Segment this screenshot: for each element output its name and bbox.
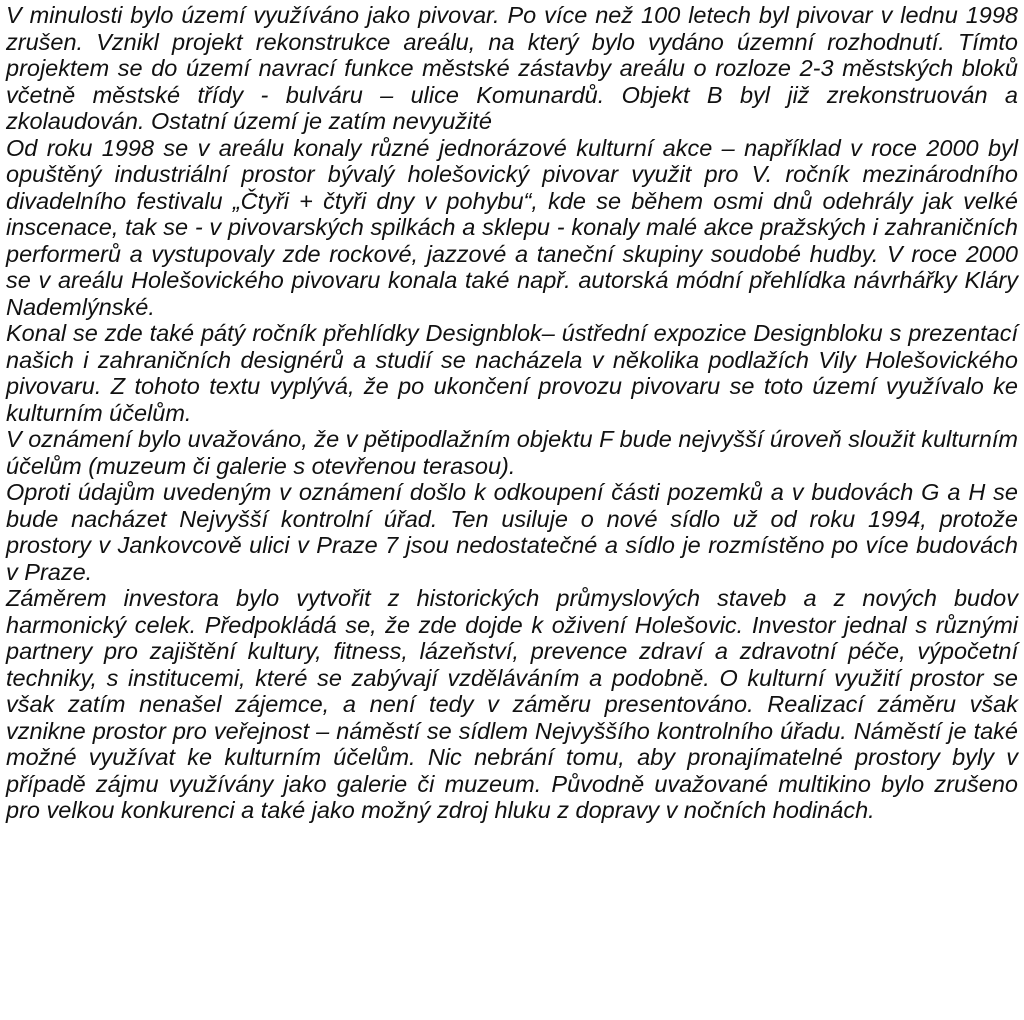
document-page — [6, 2, 1018, 1018]
paragraph-object-f: V oznámení bylo uvažováno, že v pětipodlažním objektu F bude nejvyšší úroveň sloužit kulturním účelům (muzeum či galerie s otevřenou terasou). — [6, 426, 1018, 479]
paragraph-audit-office: Oproti údajům uvedeným v oznámení došlo k odkoupení části pozemků a v budovách G a H se bude nacházet Nejvyšší kontrolní úřad. Ten usiluje o nové sídlo už od roku 1994, protože prostory v Jankovcově ulici v Praze 7 jsou nedostatečné a sídlo je rozmístěno po více budovách v Praze. — [6, 479, 1018, 585]
paragraph-investor-intent: Záměrem investora bylo vytvořit z historických průmyslových staveb a z nových budov harmonický celek. Předpokládá se, že zde dojde k oživení Holešovic. Investor jednal s různými partnery pro zajištění kultury, fitness, lázeňství, prevence zdraví a zdravotní péče, výpočetní techniky, s institucemi, které se zabývají vzděláváním a podobně. O kulturní využití prostor se však zatím nenašel zájemce, a není tedy v záměru presentováno. Realizací záměru však vznikne prostor pro veřejnost – náměstí se sídlem Nejvyššího kontrolního úřadu. Náměstí je také možné využívat ke kulturním účelům. Nic nebrání tomu, aby pronajímatelné prostory byly v případě zájmu využívány jako galerie či muzeum. Původně uvažované multikino bylo zrušeno pro velkou konkurenci a také jako možný zdroj hluku z dopravy v nočních hodinách. — [6, 585, 1018, 823]
paragraph-brewery-history: V minulosti bylo území využíváno jako pivovar. Po více než 100 letech byl pivovar v lednu 1998 zrušen. Vznikl projekt rekonstrukce areálu, na který bylo vydáno územní rozhodnutí. Tímto projektem se do území navrací funkce městské zástavby areálu o rozloze 2-3 městských bloků včetně městské třídy - bulváru – ulice Komunardů. Objekt B byl již zrekonstruován a zkolaudován. Ostatní území je zatím nevyužité — [6, 2, 1018, 134]
paragraph-designblok: Konal se zde také pátý ročník přehlídky Designblok– ústřední expozice Designbloku s prezentací našich i zahraničních designérů a studií se nacházela v několika podlažích Vily Holešovického pivovaru. Z tohoto textu vyplývá, že po ukončení provozu pivovaru se toto území využívalo ke kulturním účelům. — [6, 320, 1018, 426]
paragraph-cultural-events: Od roku 1998 se v areálu konaly různé jednorázové kulturní akce – například v roce 2000 byl opuštěný industriální prostor bývalý holešovický pivovar využit pro V. ročník mezinárodního divadelního festivalu „Čtyři + čtyři dny v pohybu“, kde se během osmi dnů odehrály jak velké inscenace, tak se - v pivovarských spilkách a sklepu - konaly malé akce pražských i zahraničních performerů a vystupovaly zde rockové, jazzové a taneční skupiny soudobé hudby. V roce 2000 se v areálu Holešovického pivovaru konala také např. autorská módní přehlídka návrhářky Kláry Nademlýnské. — [6, 134, 1018, 320]
